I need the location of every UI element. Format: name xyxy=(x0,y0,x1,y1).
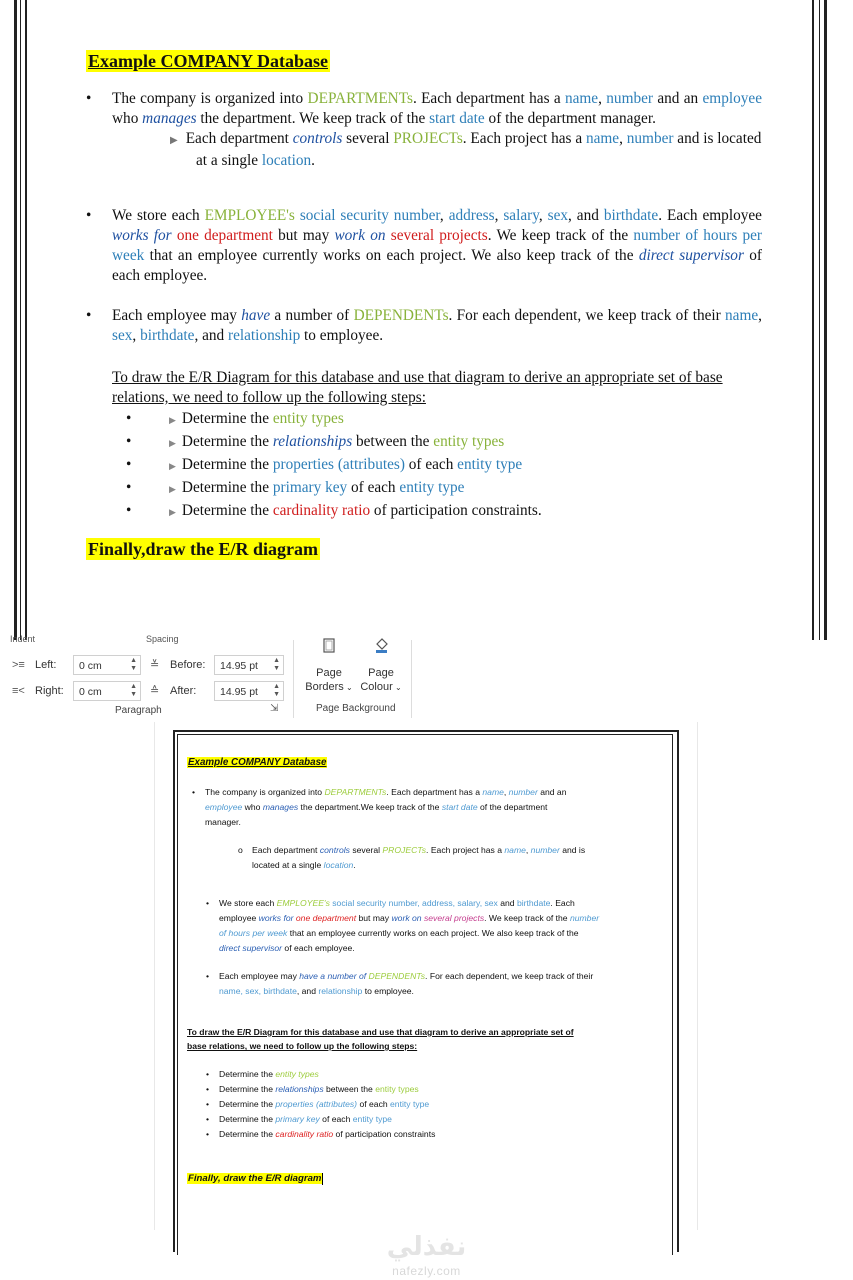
step-item: • ▶ Determine the relationships between the entity types xyxy=(126,433,505,450)
watermark xyxy=(0,1230,853,1280)
indent-left-input[interactable]: 0 cm ▲ ▼ xyxy=(73,655,141,675)
spacing-before-label: Before: xyxy=(170,659,206,671)
watermark-arabic: نفذلي xyxy=(386,1232,467,1262)
ribbon-layout xyxy=(0,634,745,723)
group-separator xyxy=(293,640,294,718)
text-cursor xyxy=(322,1173,323,1185)
spinner-icon[interactable]: ▲ ▼ xyxy=(273,683,280,698)
page-border-line xyxy=(824,0,827,640)
step-item: • ▶ Determine the primary key of each entity type xyxy=(126,479,465,496)
page-borders-icon xyxy=(321,638,337,654)
doc-paragraph-dependents: • Each employee may have a number of DEPENDENTs. For each dependent, we keep track of their name, sex, birthdate, and relationship to employee. xyxy=(206,971,594,996)
doc-step-item: • Determine the entity types xyxy=(206,1069,319,1079)
doc-paragraph-projects: o Each department controls several PROJECTs. Each project has a name, number and is located at a single location. xyxy=(238,845,586,870)
doc-step-item: • Determine the primary key of each entity type xyxy=(206,1114,392,1124)
page-borders-button[interactable]: Page Borders ⌄ xyxy=(303,638,355,698)
final-instruction: Finally,draw the E/R diagram xyxy=(88,539,319,559)
spacing-before-input[interactable]: 14.95 pt ▲ ▼ xyxy=(214,655,284,675)
doc-paragraph-employees: • We store each EMPLOYEE's social security number, address, salary, sex and birthdate. Each employee works for one department but may work on several projects. We keep track of the number of hours per week that an employee currently works on each project. We also keep track of the direct supervisor of each employee. xyxy=(206,898,600,953)
doc-step-item: • Determine the cardinality ratio of participation constraints xyxy=(206,1129,436,1139)
doc-paragraph-departments: • The company is organized into DEPARTMENTs. Each department has a name, number and an employee who manages the department.We keep track of the start date of the department manager. xyxy=(192,787,567,827)
page-background-group-label: Page Background xyxy=(316,703,396,714)
paragraph-dependents: • Each employee may have a number of DEPENDENTs. For each dependent, we keep track of their name, sex, birthdate, and relationship to employee. xyxy=(86,307,762,344)
page-border-line xyxy=(25,0,27,640)
spacing-after-input[interactable]: 14.95 pt ▲ ▼ xyxy=(214,681,284,701)
document-title: Example COMPANY Database xyxy=(88,51,328,71)
step-item: • ▶ Determine the properties (attributes) of each entity type xyxy=(126,456,523,473)
indent-left-icon: >≡ xyxy=(12,659,25,671)
document-canvas xyxy=(0,722,745,1230)
doc-steps-intro: To draw the E/R Diagram for this database and use that diagram to derive an appropriate set of base relations, we need to follow up the following steps: xyxy=(187,1027,574,1051)
step-item: • ▶ Determine the entity types xyxy=(126,410,344,427)
spinner-icon[interactable]: ▲ ▼ xyxy=(130,657,137,672)
spacing-after-label: After: xyxy=(170,685,197,697)
page-colour-button[interactable]: Page Colour ⌄ xyxy=(355,638,407,698)
spacing-after-icon: ≙ xyxy=(150,685,160,697)
step-item: • ▶ Determine the cardinality ratio of participation constraints. xyxy=(126,502,542,519)
paragraph-group-label: Paragraph xyxy=(115,705,162,716)
indent-right-label: Right: xyxy=(35,685,64,697)
doc-steps-list xyxy=(206,1067,659,1142)
spinner-icon[interactable]: ▲ ▼ xyxy=(130,683,137,698)
doc-step-item: • Determine the relationships between the entity types xyxy=(206,1084,419,1094)
indent-left-label: Left: xyxy=(35,659,57,671)
document-page[interactable] xyxy=(154,722,698,1230)
page-border-line xyxy=(819,0,820,640)
steps-intro: To draw the E/R Diagram for this database and use that diagram to derive an appropriate set of base relations, we need to follow up the following steps: xyxy=(112,369,723,406)
spacing-group-label: Spacing xyxy=(146,634,179,644)
paragraph-departments: • The company is organized into DEPARTMENTs. Each department has a name, number and an employee who manages the department. We keep track of the start date of the department manager. xyxy=(86,90,762,127)
doc-final-instruction: Finally, draw the E/R diagram xyxy=(188,1173,322,1184)
indent-group-label: Indent xyxy=(10,634,36,644)
spacing-before-icon: ≚ xyxy=(150,659,160,671)
indent-right-icon: ≡< xyxy=(12,685,25,697)
spinner-icon[interactable]: ▲ ▼ xyxy=(273,657,280,672)
paragraph-projects: ▶ Each department controls several PROJECTs. Each project has a name, number and is located at a single location. xyxy=(170,130,762,169)
indent-right-input[interactable]: 0 cm ▲ ▼ xyxy=(73,681,141,701)
page-border-line xyxy=(14,0,17,640)
page-border-line xyxy=(812,0,814,640)
group-separator xyxy=(411,640,412,718)
dialog-launcher-icon[interactable]: ⇲ xyxy=(270,703,279,714)
paint-bucket-icon xyxy=(373,638,389,654)
paragraph-employees: • We store each EMPLOYEE's social security number, address, salary, sex, and birthdate. Each employee works for one department but may work on several projects. We keep track of the number of hours per week that an employee currently works on each project. We also keep track of the direct supervisor of each employee. xyxy=(86,207,763,284)
doc-step-item: • Determine the properties (attributes) of each entity type xyxy=(206,1099,430,1109)
page-border-line xyxy=(20,0,21,640)
doc-title: Example COMPANY Database xyxy=(188,757,327,768)
watermark-url: nafezly.com xyxy=(392,1264,461,1278)
